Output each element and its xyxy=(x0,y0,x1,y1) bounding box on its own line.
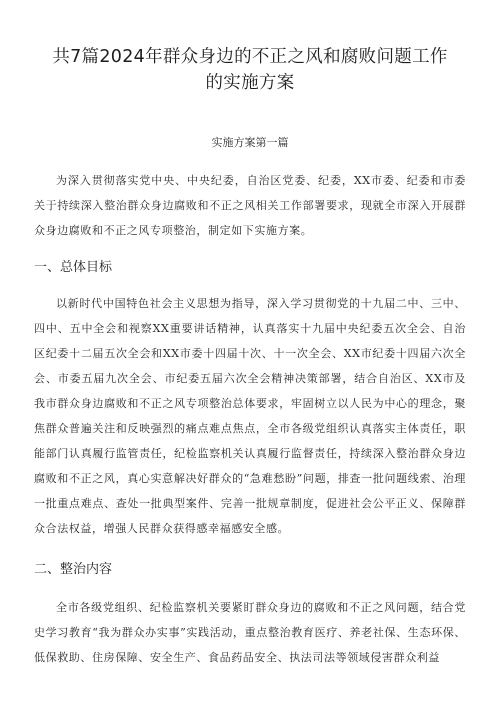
intro-paragraph: 为深入贯彻落实党中央、中央纪委，自治区党委、纪委，XX市委、纪委和市委关于持续深入整治群众身边腐败和不正之风相关工作部署要求，现就全市深入开展群众身边腐败和不正之风专项整治，制定如下实施方案。 xyxy=(34,174,466,237)
document-title-line-2: 的实施方案 xyxy=(205,73,295,93)
section-heading-rectification-content: 二、整治内容 xyxy=(34,562,113,577)
section-heading-overall-goal: 一、总体目标 xyxy=(34,260,113,275)
document-title xyxy=(34,44,466,96)
overall-goal-paragraph: 以新时代中国特色社会主义思想为指导，深入学习贯彻党的十九届二中、三中、四中、五中全会和视察XX重要讲话精神，认真落实十九届中央纪委五次全会、自治区纪委十二届五次全会和XX市委十四届十次、十一次全会、XX市纪委十四届六次全会、市委五届九次全会、市纪委五届六次全会精神决策部署，结合自治区、XX市及我市群众身边腐败和不正之风专项整治总体要求，牢固树立以人民为中心的理念，聚焦群众普遍关注和反映强烈的痛点难点焦点，全市各级党组织认真落实主体责任，职能部门认真履行监管责任，纪检监察机关认真履行监督责任，持续深入整治群众身边腐败和不正之风，真心实意解决好群众的“急难愁盼”问题，排查一批问题线索、治理一批重点难点、查处一批典型案件、完善一批规章制度，促进社会公平正义、保障群众合法权益，增强人民群众获得感幸福感安全感。 xyxy=(34,297,466,535)
document-subtitle: 实施方案第一篇 xyxy=(211,136,289,149)
rectification-content-paragraph: 全市各级党组织、纪检监察机关要紧盯群众身边的腐败和不正之风问题，结合党史学习教育“我为群众办实事”实践活动，重点整治教育医疗、养老社保、生态环保、低保救助、住房保障、安全生产、食品药品安全、执法司法等领域侵害群众利益 xyxy=(34,601,466,664)
document-title-line-1: 共7篇2024年群众身边的不正之风和腐败问题工作 xyxy=(52,47,448,67)
